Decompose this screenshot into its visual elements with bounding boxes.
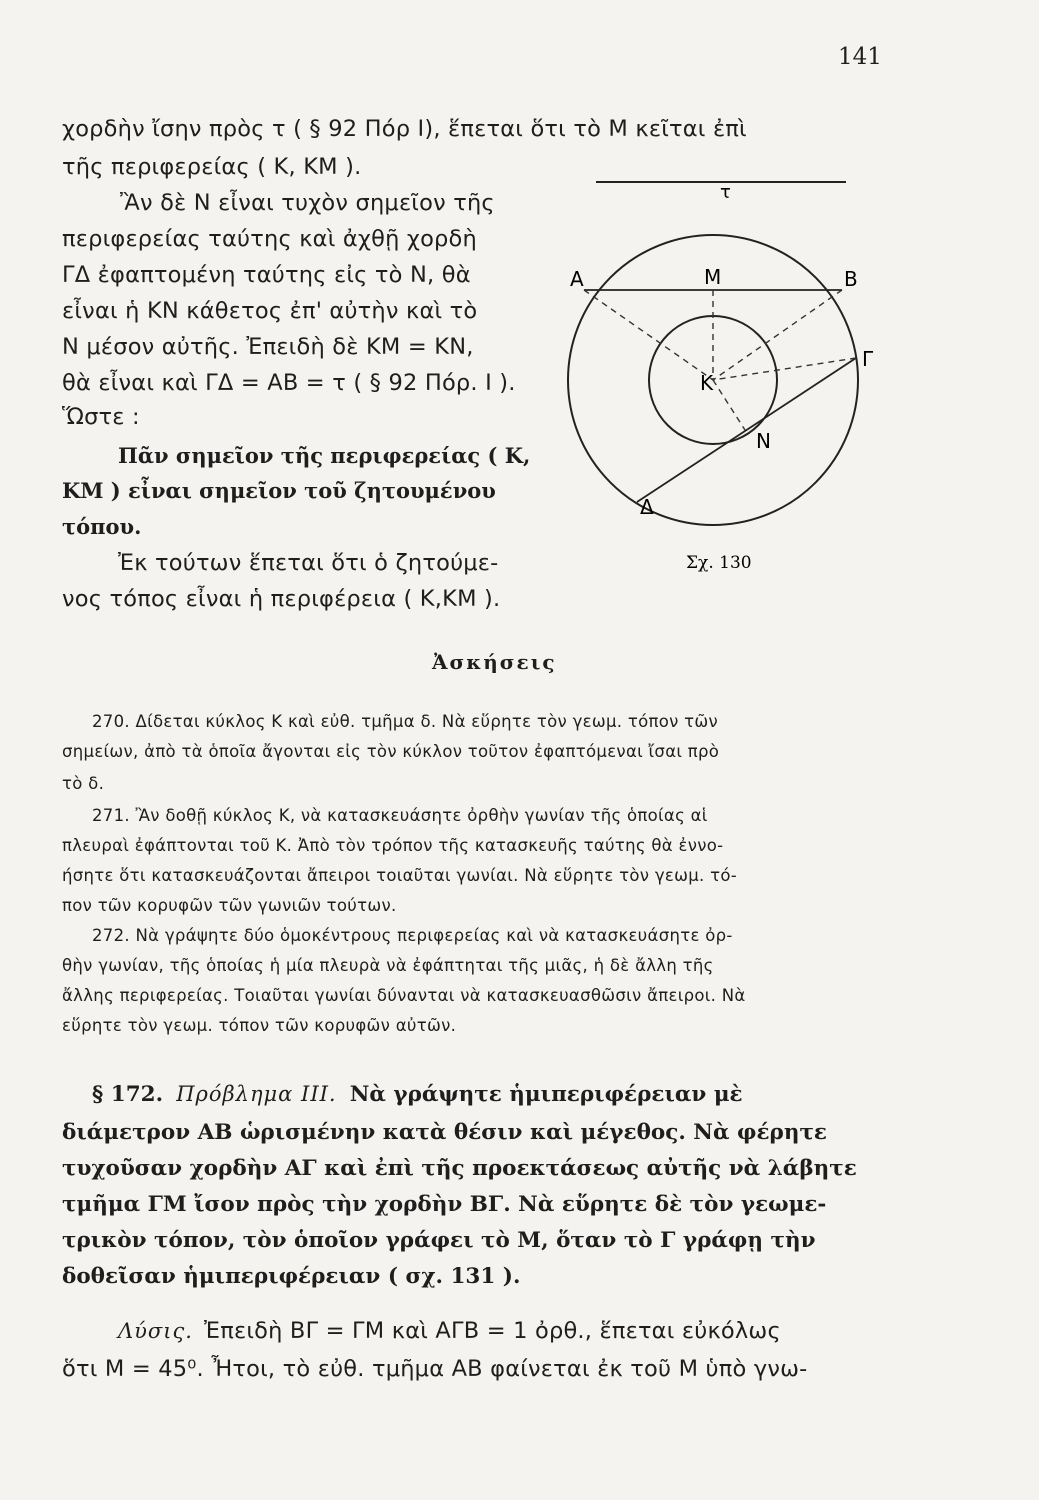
exercise-270-line: 270. Δίδεται κύκλος Κ καὶ εὐθ. τμῆμα δ. Νὰ εὕρητε τὸν γεωμ. τόπον τῶν [92, 712, 719, 731]
exercise-271-line: 271. Ἂν δοθῇ κύκλος Κ, νὰ κατασκευάσητε ὀρθὴν γωνίαν τῆς ὁποίας αἱ [92, 806, 708, 825]
exercise-270-line: τὸ δ. [62, 774, 105, 793]
section-text: διάμετρον ΑΒ ὡρισμένην κατὰ θέσιν καὶ μέγεθος. Νὰ φέρητε [62, 1120, 827, 1145]
section-text: τρικὸν τόπον, τὸν ὁποῖον γράφει τὸ Μ, ὅταν τὸ Γ γράφῃ τὴν [62, 1228, 816, 1253]
exercise-270-line: σημείων, ἀπὸ τὰ ὁποῖα ἄγονται εἰς τὸν κύκλον τοῦτον ἐφαπτόμεναι ἴσαι πρὸ [62, 742, 720, 761]
text-line: θὰ εἶναι καὶ ΓΔ = ΑΒ = τ ( § 92 Πόρ. Ι ). [62, 370, 516, 396]
text-line: Ἂν δὲ Ν εἶναι τυχὸν σημεῖον τῆς [120, 190, 495, 216]
text-line: εἶναι ἡ ΚΝ κάθετος ἐπ' αὐτὴν καὶ τὸ [62, 298, 478, 324]
exercise-272-line: 272. Νὰ γράψητε δύο ὁμοκέντρους περιφερείας καὶ νὰ κατασκευάσητε ὀρ- [92, 926, 733, 945]
exercises-heading: Ἀσκήσεις [432, 650, 557, 674]
section-text: δοθεῖσαν ἡμιπεριφέρειαν ( σχ. 131 ). [62, 1264, 521, 1289]
theorem-line: τόπου. [62, 514, 142, 539]
text-line: περιφερείας ταύτης καὶ ἀχθῇ χορδὴ [62, 226, 477, 252]
solution-line [118, 1318, 781, 1344]
chord-gamma-delta [637, 358, 856, 502]
text-line: τῆς περιφερείας ( Κ, ΚΜ ). [62, 154, 362, 180]
text-line: Ν μέσον αὐτῆς. Ἐπειδὴ δὲ ΚΜ = ΚΝ, [62, 334, 474, 360]
label-tau: τ [720, 182, 731, 203]
solution-text: Ἐπειδὴ ΒΓ = ΓΜ καὶ ΑΓΒ = 1 ὀρθ., ἕπεται εὐκόλως [204, 1318, 781, 1344]
theorem-line: Πᾶν σημεῖον τῆς περιφερείας ( Κ, [118, 443, 531, 468]
label-gamma: Γ [862, 347, 874, 371]
exercise-271-line: ήσητε ὅτι κατασκευάζονται ἄπειροι τοιαῦται γωνίαι. Νὰ εὕρητε τὸν γεωμ. τό- [62, 866, 738, 885]
section-number: § 172. [92, 1082, 164, 1107]
label-n: Ν [756, 429, 771, 453]
section-header-line [92, 1082, 743, 1107]
label-a: Α [570, 267, 584, 291]
solution-label: Λύσις. [118, 1319, 193, 1343]
text-line: ΓΔ ἐφαπτομένη ταύτης εἰς τὸ Ν, θὰ [62, 262, 471, 288]
text-line: Ἐκ τούτων ἕπεται ὅτι ὁ ζητούμε- [118, 550, 499, 576]
figure-caption: Σχ. 130 [686, 553, 752, 573]
exercise-271-line: πλευραὶ ἐφάπτονται τοῦ Κ. Ἀπὸ τὸν τρόπον τῆς κατασκευῆς ταύτης θὰ ἐννο- [62, 836, 724, 855]
page-number: 141 [838, 44, 882, 70]
exercise-272-line: ἄλλης περιφερείας. Τοιαῦται γωνίαι δύνανται νὰ κατασκευασθῶσιν ἄπειροι. Νὰ [62, 986, 746, 1005]
figure-130 [560, 160, 880, 580]
section-title: Πρόβλημα ΙΙΙ. [176, 1082, 337, 1106]
label-m: Μ [704, 265, 722, 289]
section-text: τμῆμα ΓΜ ἴσον πρὸς τὴν χορδὴν ΒΓ. Νὰ εὕρητε δὲ τὸν γεωμε- [62, 1192, 827, 1217]
exercise-271-line: πον τῶν κορυφῶν τῶν γωνιῶν τούτων. [62, 896, 397, 915]
section-text: Νὰ γράψητε ἡμιπεριφέρειαν μὲ [349, 1082, 743, 1107]
solution-text: ὅτι Μ = 45⁰. Ἦτοι, τὸ εὐθ. τμῆμα ΑΒ φαίνεται ἐκ τοῦ Μ ὑπὸ γνω- [62, 1356, 808, 1382]
text-line: χορδὴν ἴσην πρὸς τ ( § 92 Πόρ Ι), ἕπεται ὅτι τὸ Μ κεῖται ἐπὶ [62, 116, 747, 142]
exercise-272-line: θὴν γωνίαν, τῆς ὁποίας ἡ μία πλευρὰ νὰ ἐφάπτηται τῆς μιᾶς, ἡ δὲ ἄλλη τῆς [62, 956, 714, 975]
label-delta: Δ [640, 495, 654, 519]
label-b: Β [844, 267, 858, 291]
section-text: τυχοῦσαν χορδὴν ΑΓ καὶ ἐπὶ τῆς προεκτάσεως αὐτῆς νὰ λάβητε [62, 1156, 857, 1181]
text-line: Ὥστε : [62, 404, 140, 430]
theorem-line: ΚΜ ) εἶναι σημεῖον τοῦ ζητουμένου [62, 478, 496, 503]
label-k: Κ [700, 371, 714, 395]
text-line: νος τόπος εἶναι ἡ περιφέρεια ( Κ,ΚΜ ). [62, 586, 501, 612]
exercise-272-line: εὕρητε τὸν γεωμ. τόπον τῶν κορυφῶν αὐτῶν. [62, 1016, 457, 1035]
dashed-radii [584, 290, 856, 430]
